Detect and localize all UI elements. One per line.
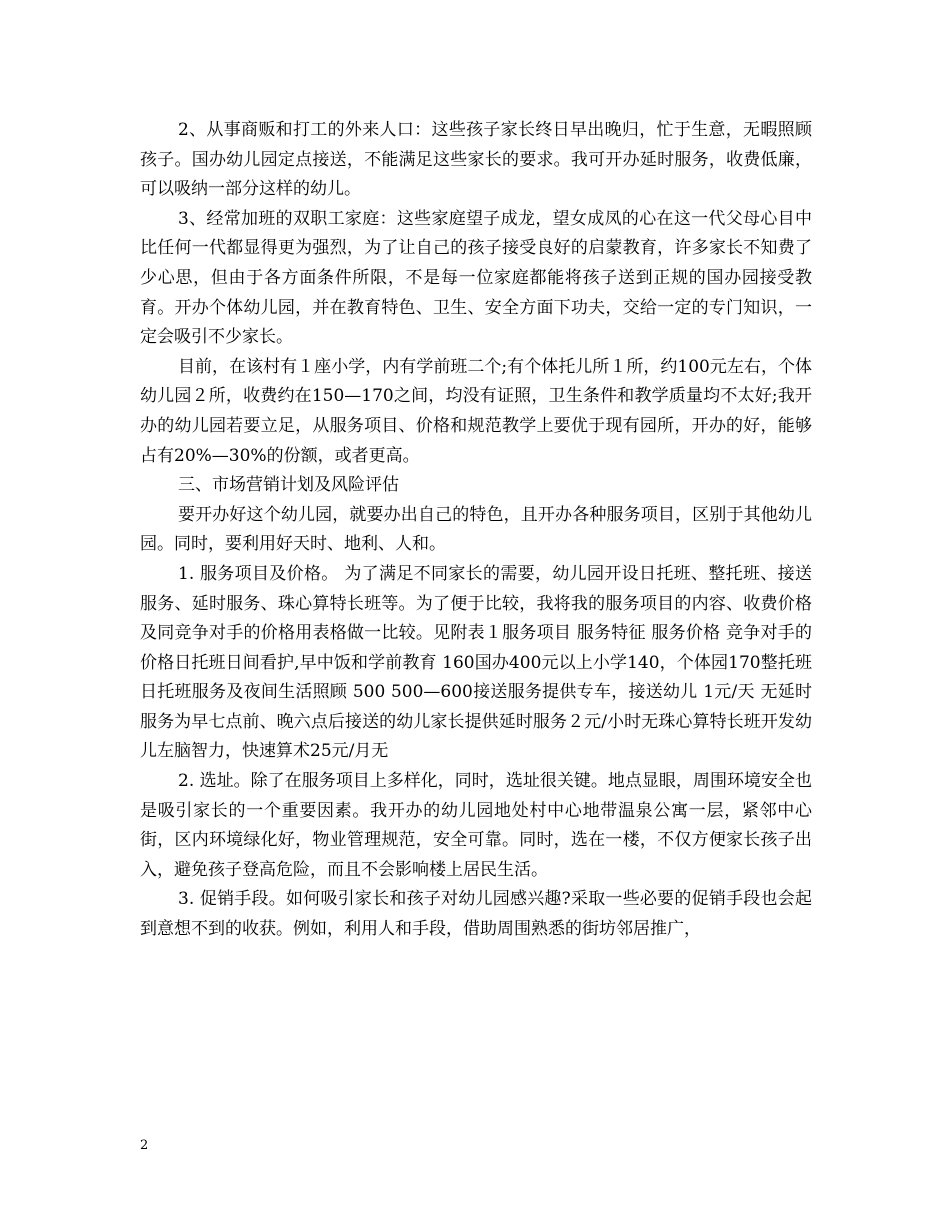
paragraph-4: 要开办好这个幼儿园，就要办出自己的特色，且开办各种服务项目，区别于其他幼儿园。同时，要利用好天时、地利、人和。 xyxy=(140,504,812,555)
paragraph-3: 目前，在该村有１座小学，内有学前班二个;有个体托儿所１所，约100元左右，个体幼儿园２所，收费约在150—170之间，均没有证照，卫生条件和教学质量均不太好;我开办的幼儿园若要立足，从服务项目、价格和规范教学上要优于现有园所，开办的好，能够占有20%—30%的份额，或者更高。 xyxy=(140,356,812,466)
paragraph-5: 1. 服务项目及价格。 为了满足不同家长的需要，幼儿园开设日托班、整托班、接送服务、延时服务、珠心算特长班等。为了便于比较，我将我的服务项目的内容、收费价格及同竞争对手的价格用表格做一比较。见附表１服务项目 服务特征 服务价格 竞争对手的价格日托班日间看护,早中饭和学前教育 160国办400元以上小学140，个体园170整托班日托班服务及夜间生活照顾 500 500—600接送服务提供专车，接送幼儿 1元/天 无延时服务为早七点前、晚六点后接送的幼儿家长提供延时服务２元/小时无珠心算特长班开发幼儿左脑智力，快速算术25元/月无 xyxy=(140,563,812,762)
paragraph-1: 2、从事商贩和打工的外来人口：这些孩子家长终日早出晚归，忙于生意，无暇照顾孩子。国办幼儿园定点接送，不能满足这些家长的要求。我可开办延时服务，收费低廉，可以吸纳一部分这样的幼儿。 xyxy=(140,120,812,200)
page-number: 2 xyxy=(140,1138,149,1153)
paragraph-7: 3. 促销手段。如何吸引家长和孩子对幼儿园感兴趣?采取一些必要的促销手段也会起到意想不到的收获。例如，利用人和手段，借助周围熟悉的街坊邻居推广， xyxy=(140,889,812,940)
paragraph-6: 2. 选址。除了在服务项目上多样化，同时，选址很关键。地点显眼，周围环境安全也是吸引家长的一个重要因素。我开办的幼儿园地处村中心地带温泉公寓一层，紧邻中心街，区内环境绿化好，物业管理规范，安全可靠。同时，选在一楼，不仅方便家长孩子出入，避免孩子登高危险，而且不会影响楼上居民生活。 xyxy=(140,771,812,880)
paragraph-2: 3、经常加班的双职工家庭：这些家庭望子成龙，望女成凤的心在这一代父母心目中比任何一代都显得更为强烈，为了让自己的孩子接受良好的启蒙教育，许多家长不知费了少心思，但由于各方面条件所限，不是每一位家庭都能将孩子送到正规的国办园接受教育。开办个体幼儿园，并在教育特色、卫生、安全方面下功夫，交给一定的专门知识，一定会吸引不少家长。 xyxy=(140,208,812,348)
section-heading: 三、市场营销计划及风险评估 xyxy=(178,475,399,496)
body-text xyxy=(140,116,812,945)
